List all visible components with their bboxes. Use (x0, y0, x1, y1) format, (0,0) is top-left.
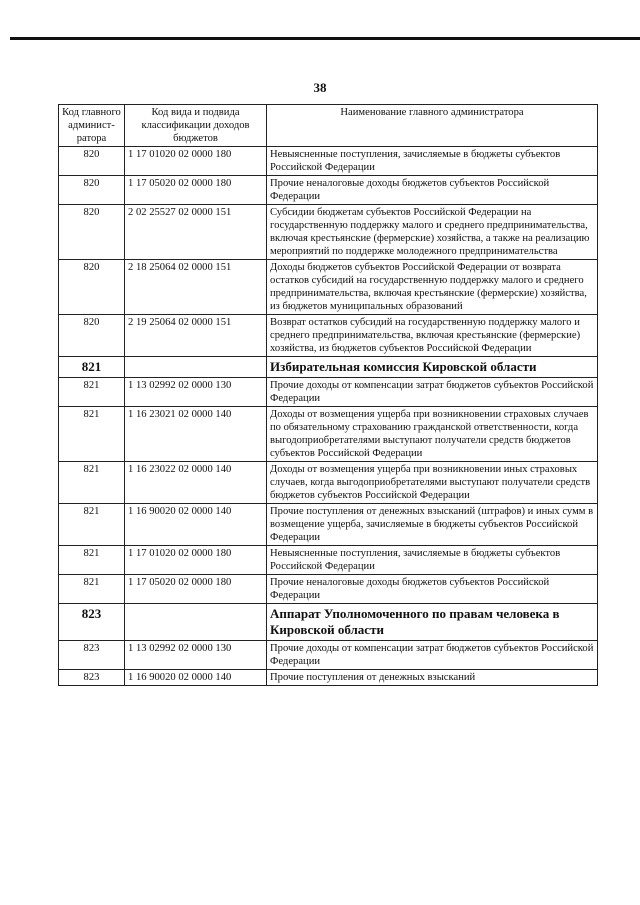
section-row (59, 604, 598, 641)
admin-code-cell: 821 (59, 504, 125, 546)
table-row (59, 176, 598, 205)
income-code-cell: 1 16 90020 02 0000 140 (125, 670, 267, 686)
table-row (59, 378, 598, 407)
admin-name-cell: Доходы от возмещения ущерба при возникновении страховых случаев по обязательному страхованию гражданской ответственности, когда выгодоприобретателями выступают получатели средств бюджетов субъектов Российской Федерации (267, 407, 598, 462)
admin-name-cell: Возврат остатков субсидий на государственную поддержку малого и среднего предпринимательства, включая крестьянские (фермерские) хозяйства, из бюджетов субъектов Российской Федерации (267, 315, 598, 357)
income-code-cell: 1 17 01020 02 0000 180 (125, 147, 267, 176)
admin-name-cell: Прочие поступления от денежных взысканий (штрафов) и иных сумм в возмещение ущерба, зачисляемые в бюджеты субъектов Российской Федерации (267, 504, 598, 546)
income-code-cell: 1 17 05020 02 0000 180 (125, 575, 267, 604)
income-code-cell: 1 17 01020 02 0000 180 (125, 546, 267, 575)
income-code-cell: 2 19 25064 02 0000 151 (125, 315, 267, 357)
admin-code-cell: 820 (59, 205, 125, 260)
admin-name-cell: Невыясненные поступления, зачисляемые в бюджеты субъектов Российской Федерации (267, 147, 598, 176)
table-row (59, 205, 598, 260)
income-code-cell (125, 604, 267, 641)
admin-name-cell: Прочие неналоговые доходы бюджетов субъектов Российской Федерации (267, 575, 598, 604)
income-code-cell: 1 16 23021 02 0000 140 (125, 407, 267, 462)
admin-name-cell: Доходы бюджетов субъектов Российской Федерации от возврата остатков субсидий на государственную поддержку малого и среднего предпринимательства, включая крестьянские (фермерские) хозяйства, из бюджетов муниципальных образований (267, 260, 598, 315)
table-row (59, 260, 598, 315)
admin-code-cell: 821 (59, 407, 125, 462)
admin-code-cell: 823 (59, 604, 125, 641)
admin-code-cell: 821 (59, 462, 125, 504)
admin-name-cell: Субсидии бюджетам субъектов Российской Федерации на государственную поддержку малого и среднего предпринимательства, включая крестьянские (фермерские) хозяйства, а также на реализацию мероприятий по поддержке молодежного предпринимательства (267, 205, 598, 260)
admin-name-cell: Прочие неналоговые доходы бюджетов субъектов Российской Федерации (267, 176, 598, 205)
admin-name-cell: Избирательная комиссия Кировской области (267, 357, 598, 378)
table-header-row (59, 105, 598, 147)
income-classification-table (58, 104, 598, 686)
admin-code-cell: 820 (59, 147, 125, 176)
admin-name-cell: Прочие доходы от компенсации затрат бюджетов субъектов Российской Федерации (267, 641, 598, 670)
income-code-cell: 2 18 25064 02 0000 151 (125, 260, 267, 315)
income-code-cell: 1 13 02992 02 0000 130 (125, 378, 267, 407)
admin-code-cell: 820 (59, 315, 125, 357)
section-row (59, 357, 598, 378)
table-row (59, 504, 598, 546)
top-rule (10, 37, 640, 40)
admin-code-cell: 823 (59, 641, 125, 670)
income-code-cell: 1 16 90020 02 0000 140 (125, 504, 267, 546)
header-income-code: Код вида и подвида классификации доходов бюджетов (125, 105, 267, 147)
table-row (59, 670, 598, 686)
admin-name-cell: Доходы от возмещения ущерба при возникновении иных страховых случаев, когда выгодоприобретателями выступают получатели средств бюджетов субъектов Российской Федерации (267, 462, 598, 504)
admin-name-cell: Невыясненные поступления, зачисляемые в бюджеты субъектов Российской Федерации (267, 546, 598, 575)
admin-name-cell: Прочие поступления от денежных взысканий (267, 670, 598, 686)
income-code-cell: 1 13 02992 02 0000 130 (125, 641, 267, 670)
admin-name-cell: Аппарат Уполномоченного по правам человека в Кировской области (267, 604, 598, 641)
header-admin-name: Наименование главного администратора (267, 105, 598, 147)
admin-code-cell: 821 (59, 575, 125, 604)
header-admin-code: Код главного админист-ратора (59, 105, 125, 147)
admin-name-cell: Прочие доходы от компенсации затрат бюджетов субъектов Российской Федерации (267, 378, 598, 407)
income-code-cell: 1 16 23022 02 0000 140 (125, 462, 267, 504)
table-row (59, 315, 598, 357)
admin-code-cell: 821 (59, 357, 125, 378)
table-row (59, 546, 598, 575)
table-row (59, 407, 598, 462)
admin-code-cell: 820 (59, 176, 125, 205)
income-code-cell: 2 02 25527 02 0000 151 (125, 205, 267, 260)
admin-code-cell: 823 (59, 670, 125, 686)
admin-code-cell: 821 (59, 378, 125, 407)
table-row (59, 462, 598, 504)
table-row (59, 575, 598, 604)
admin-code-cell: 821 (59, 546, 125, 575)
income-code-cell (125, 357, 267, 378)
page-number: 38 (313, 80, 327, 95)
admin-code-cell: 820 (59, 260, 125, 315)
table-row (59, 641, 598, 670)
table-row (59, 147, 598, 176)
income-code-cell: 1 17 05020 02 0000 180 (125, 176, 267, 205)
